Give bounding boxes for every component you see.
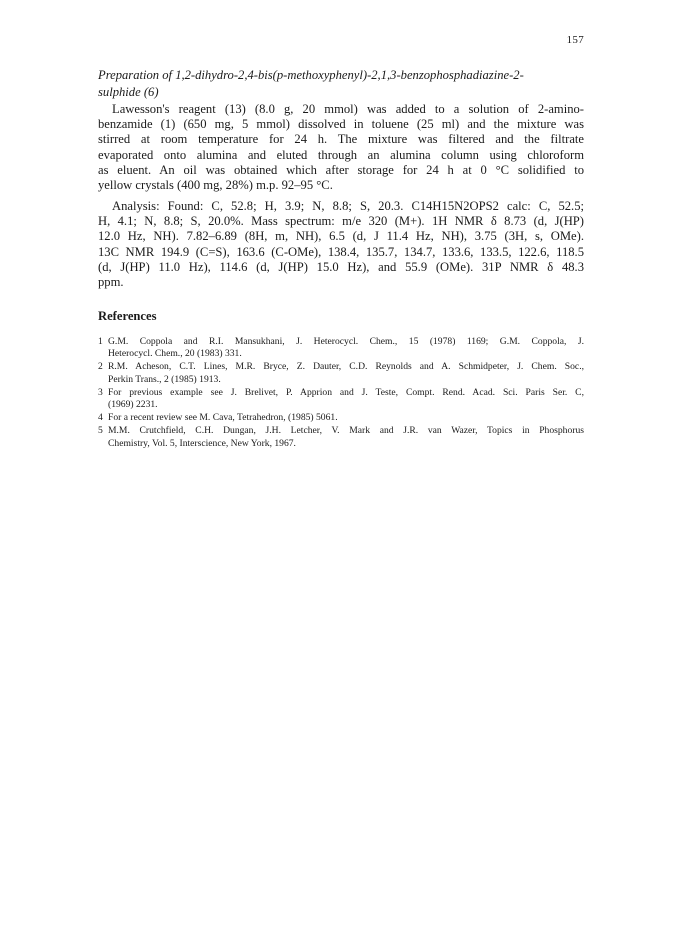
reference-number: 4 [98,412,103,424]
paragraph-line: ppm. [98,275,124,290]
references-heading: References [98,309,157,323]
reference-item [98,387,584,411]
reference-item [98,361,584,385]
paragraph-line: benzamide (1) (650 mg, 5 mmol) dissolved in toluene (25 ml) and the mixture was [98,117,584,132]
page-number: 157 [566,34,584,46]
reference-line: Perkin Trans., 2 (1985) 1913. [108,373,221,385]
reference-number: 3 [98,386,103,398]
analysis-paragraph [98,199,584,290]
paragraph-line: (d, J(HP) 11.0 Hz), 114.6 (d, J(HP) 15.0 Hz), and 55.9 (OMe). 31P NMR δ 48.3 [98,259,584,274]
paragraph-line: evaporated onto alumina and eluted through an alumina column using chloroform [98,147,584,162]
reference-item [98,412,584,424]
reference-item [98,336,584,360]
reference-line: G.M. Coppola and R.I. Mansukhani, J. Heterocycl. Chem., 15 (1978) 1169; G.M. Coppola, J. [108,336,584,347]
reference-line: R.M. Acheson, C.T. Lines, M.R. Bryce, Z. Dauter, C.D. Reynolds and A. Schmidpeter, J. Chem. Soc., [108,361,584,373]
reference-line: For a recent review see M. Cava, Tetrahedron, (1985) 5061. [108,412,338,424]
reference-line: (1969) 2231. [108,399,158,411]
paragraph-line: H, 4.1; N, 8.8; S, 20.0%. Mass spectrum: m/e 320 (M+). 1H NMR δ 8.73 (d, J(HP) [98,214,584,229]
reference-number: 2 [98,361,103,373]
preparation-title [98,67,584,101]
preparation-title-line2: sulphide (6) [98,85,159,99]
reference-number: 1 [98,336,103,347]
procedure-paragraph [98,102,584,193]
reference-line: M.M. Crutchfield, C.H. Dungan, J.H. Letcher, V. Mark and J.R. van Wazer, Topics in Phosphorus [108,425,584,437]
paragraph-line: Analysis: Found: C, 52.8; H, 3.9; N, 8.8; S, 20.3. C14H15N2OPS2 calc: C, 52.5; [112,199,584,213]
reference-line: Chemistry, Vol. 5, Interscience, New York, 1967. [108,437,296,449]
paragraph-line: Lawesson's reagent (13) (8.0 g, 20 mmol) was added to a solution of 2-amino- [112,102,584,116]
reference-line: Heterocycl. Chem., 20 (1983) 331. [108,348,242,360]
reference-line: For previous example see J. Brelivet, P. Apprion and J. Teste, Compt. Rend. Acad. Sci. Paris Ser. C, [108,386,584,398]
paragraph-line: yellow crystals (400 mg, 28%) m.p. 92–95 °C. [98,178,333,193]
paragraph-line: stirred at room temperature for 24 h. The mixture was filtered and the filtrate [98,132,584,147]
paragraph-line: as eluent. An oil was obtained which after storage for 24 h at 0 °C solidified to [98,162,584,177]
paragraph-line: 12.0 Hz, NH). 7.82–6.89 (8H, m, NH), 6.5 (d, J 11.4 Hz, NH), 3.75 (3H, s, OMe). [98,229,584,244]
reference-number: 5 [98,425,103,437]
references-list [98,336,584,451]
reference-item [98,425,584,449]
paragraph-line: 13C NMR 194.9 (C=S), 163.6 (C-OMe), 138.4, 135.7, 134.7, 133.6, 133.5, 122.6, 118.5 [98,244,584,259]
preparation-title-line1: Preparation of 1,2-dihydro-2,4-bis(p-methoxyphenyl)-2,1,3-benzophosphadiazine-2- [98,68,524,82]
